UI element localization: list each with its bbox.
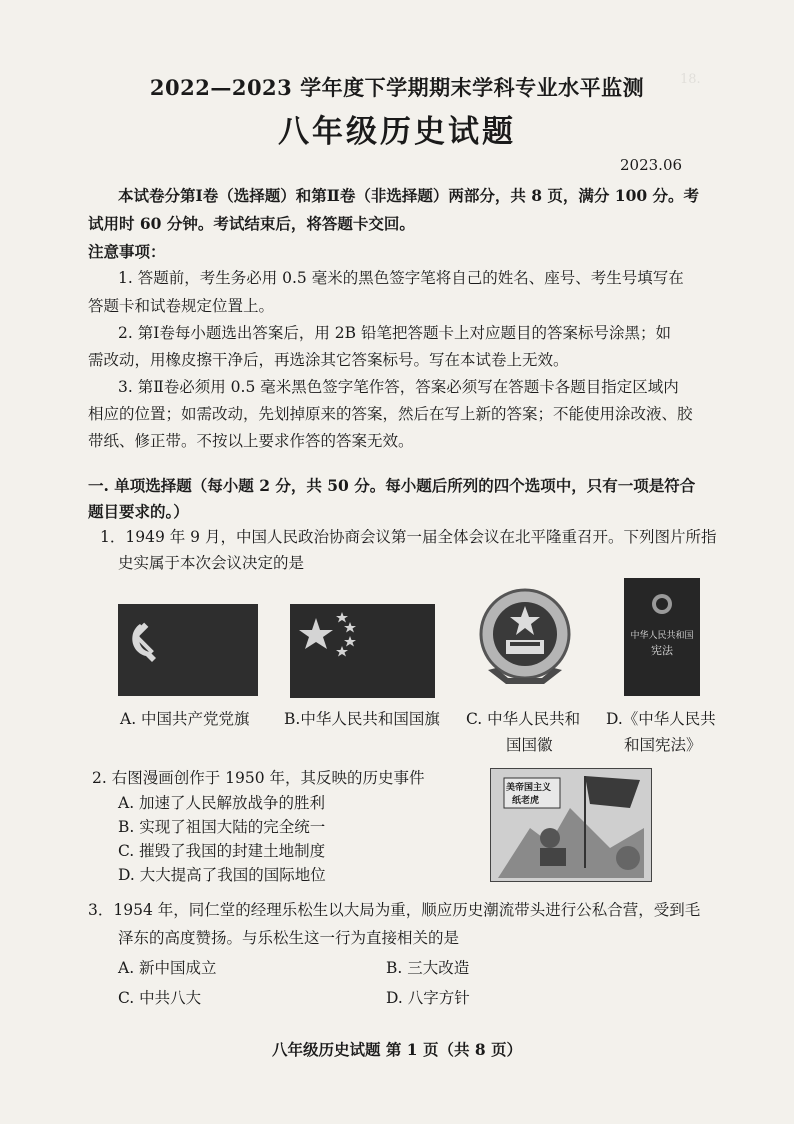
q2-option-c: C. 摧毁了我国的封建土地制度 — [118, 842, 326, 860]
note-1-line-2: 答题卡和试卷规定位置上。 — [88, 297, 275, 315]
book-subtitle: 宪法 — [651, 644, 673, 657]
q3-stem-line-1: 3．1954 年，同仁堂的经理乐松生以大局为重，顺应历史潮流带头进行公私合营，受到毛 — [88, 901, 701, 919]
intro-line-2: 试用时 60 分钟。考试结束后，将答题卡交回。 — [88, 214, 415, 233]
cartoon-image — [490, 768, 652, 882]
note-3-line-1: 3. 第Ⅱ卷必须用 0.5 毫米黑色签字笔作答，答案必须写在答题卡各题目指定区域内 — [118, 378, 679, 396]
intro-line-1: 本试卷分第Ⅰ卷（选择题）和第Ⅱ卷（非选择题）两部分，共 8 页，满分 100 分。考 — [118, 186, 700, 205]
section-heading-line-2: 题目要求的。） — [88, 502, 189, 521]
q3-option-b: B. 三大改造 — [386, 959, 470, 977]
q3-option-d: D. 八字方针 — [386, 989, 470, 1007]
bleed-through: 18. — [680, 72, 701, 87]
q3-option-a: A. 新中国成立 — [118, 959, 217, 977]
q1-stem-line-1: 1．1949 年 9 月，中国人民政治协商会议第一届全体会议在北平隆重召开。下列图片所指 — [100, 528, 717, 546]
q2-stem: 2. 右图漫画创作于 1950 年，其反映的历史事件 — [92, 769, 425, 787]
q1-option-d-line-1: D.《中华人民共 — [606, 710, 716, 728]
cartoon-caption-1: 美帝国主义 — [506, 783, 552, 793]
q2-option-a: A. 加速了人民解放战争的胜利 — [118, 794, 326, 812]
q3-option-c: C. 中共八大 — [118, 989, 202, 1007]
q1-option-d-line-2: 和国宪法》 — [624, 736, 702, 754]
note-2-line-1: 2. 第Ⅰ卷每小题选出答案后，用 2B 铅笔把答题卡上对应题目的答案标号涂黑；如 — [118, 324, 671, 342]
constitution-book-image — [624, 578, 700, 696]
national-flag-image — [290, 604, 435, 698]
q3-stem-line-2: 泽东的高度赞扬。与乐松生这一行为直接相关的是 — [118, 929, 460, 947]
q1-option-c-line-2: 国国徽 — [506, 736, 553, 754]
q1-option-a: A. 中国共产党党旗 — [120, 710, 250, 728]
notes-heading: 注意事项： — [88, 242, 166, 261]
cartoon-caption-2: 纸老虎 — [512, 796, 540, 806]
page-footer: 八年级历史试题 第 1 页（共 8 页） — [271, 1040, 523, 1059]
national-emblem-image — [476, 584, 574, 696]
note-1-line-1: 1. 答题前，考生务必用 0.5 毫米的黑色签字笔将自己的姓名、座号、考生号填写在 — [118, 269, 684, 287]
note-3-line-2: 相应的位置；如需改动，先划掉原来的答案，然后在写上新的答案；不能使用涂改液、胶 — [88, 405, 693, 423]
q1-stem-line-2: 史实属于本次会议决定的是 — [118, 554, 305, 572]
party-flag-image — [118, 604, 258, 696]
q1-option-b: B.中华人民共和国国旗 — [284, 710, 440, 728]
q1-option-c-line-1: C. 中华人民共和 — [466, 710, 581, 728]
note-3-line-3: 带纸、修正带。不按以上要求作答的答案无效。 — [88, 432, 414, 450]
book-title: 中华人民共和国 — [630, 631, 694, 641]
q2-option-d: D. 大大提高了我国的国际地位 — [118, 866, 326, 884]
section-heading-line-1: 一. 单项选择题（每小题 2 分，共 50 分。每小题后所列的四个选项中，只有一项是符合 — [88, 476, 696, 495]
subject-title: 八年级历史试题 — [278, 114, 516, 150]
exam-title: 2022—2023 学年度下学期期末学科专业水平监测 — [149, 75, 645, 100]
q2-option-b: B. 实现了祖国大陆的完全统一 — [118, 818, 326, 836]
exam-date: 2023.06 — [620, 156, 683, 174]
note-2-line-2: 需改动，用橡皮擦干净后，再选涂其它答案标号。写在本试卷上无效。 — [88, 351, 569, 369]
